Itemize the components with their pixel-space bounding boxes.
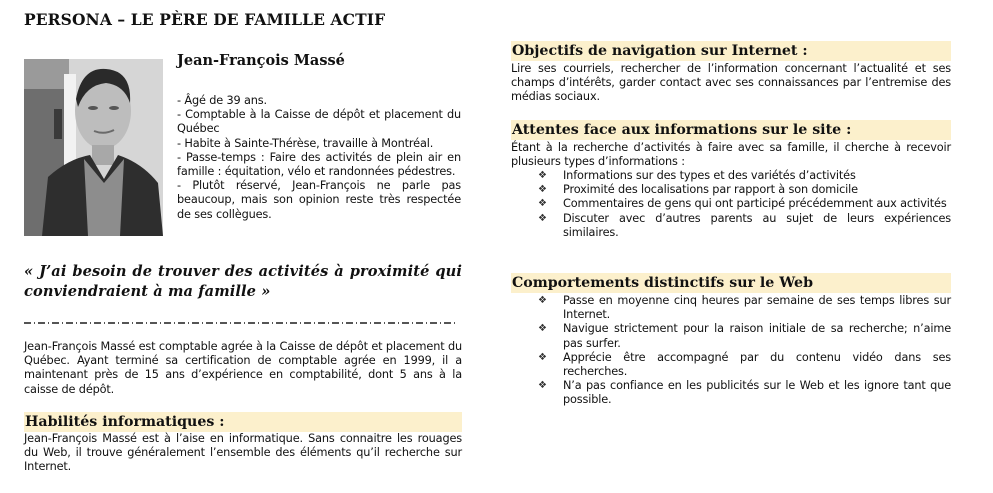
fact-hobbies: - Passe-temps : Faire des activités de plein air en famille : équitation, vélo et randonnées pédestres. xyxy=(177,150,461,179)
fact-job: - Comptable à la Caisse de dépôt et placement du Québec xyxy=(177,108,461,136)
persona-quote: « J’ai besoin de trouver des activités à proximité qui conviendraient à ma famille » xyxy=(24,263,462,300)
persona-name: Jean-François Massé xyxy=(177,52,345,69)
dashed-divider xyxy=(24,322,458,324)
diamond-bullet-icon: ❖ xyxy=(538,212,547,224)
fact-age: - Âgé de 39 ans. xyxy=(177,94,267,107)
fact-residence: - Habite à Sainte-Thérèse, travaille à Montréal. xyxy=(177,136,434,150)
section-body-goals: Lire ses courriels, rechercher de l’information concernant l’actualité et ses champs d’intérêts, garder contact avec ses connaissances par l’entremise des médias sociaux. xyxy=(511,62,951,104)
portrait-image xyxy=(24,59,163,236)
diamond-bullet-icon: ❖ xyxy=(538,170,547,181)
list-item: ❖ Proximité des localisations par rapport à son domicile xyxy=(538,183,858,197)
expectations-list xyxy=(538,169,951,240)
diamond-bullet-icon: ❖ xyxy=(538,380,547,392)
persona-facts xyxy=(177,94,461,222)
section-heading-skills: Habilités informatiques : xyxy=(24,412,462,432)
diamond-bullet-icon: ❖ xyxy=(538,351,547,363)
section-heading-behaviors: Comportements distinctifs sur le Web xyxy=(511,273,951,293)
section-heading-expectations: Attentes face aux informations sur le site : xyxy=(511,120,951,140)
diamond-bullet-icon: ❖ xyxy=(538,184,547,196)
list-item: ❖ N’a pas confiance en les publicités sur le Web et les ignore tant que possible. xyxy=(538,379,951,407)
page-title: PERSONA – LE PÈRE DE FAMILLE ACTIF xyxy=(24,10,386,29)
behaviors-list xyxy=(538,294,951,408)
section-body-skills: Jean-François Massé est à l’aise en informatique. Sans connaitre les rouages du Web, il trouve généralement l’ensemble des éléments qu’il recherche sur Internet. xyxy=(24,432,462,474)
diamond-bullet-icon: ❖ xyxy=(538,295,547,306)
section-body-expectations: Étant à la recherche d’activités à faire avec sa famille, il cherche à recevoir plusieurs types d’informations : xyxy=(511,141,951,169)
list-item: ❖ Passe en moyenne cinq heures par semaine de ses temps libres sur Internet. xyxy=(538,294,951,322)
portrait-photo xyxy=(24,59,163,236)
section-heading-goals: Objectifs de navigation sur Internet : xyxy=(511,41,951,61)
list-item: ❖ Navigue strictement pour la raison initiale de sa recherche; n’aime pas surfer. xyxy=(538,322,951,350)
list-item: ❖ Apprécie être accompagné par du contenu vidéo dans ses recherches. xyxy=(538,350,951,379)
fact-personality: - Plutôt réservé, Jean-François ne parle pas beaucoup, mais son opinion reste très respectée de ses collègues. xyxy=(177,179,461,221)
persona-bio: Jean-François Massé est comptable agrée à la Caisse de dépôt et placement du Québec. Ayant terminé sa certification de comptable agrée en 1999, il a maintenant près de 15 ans d’expérience en comptabilité, dont 5 ans à la caisse de dépôt. xyxy=(24,340,462,396)
list-item: ❖ Informations sur des types et des variétés d’activités xyxy=(538,169,856,182)
list-item: ❖ Commentaires de gens qui ont participé précédemment aux activités xyxy=(538,197,947,211)
diamond-bullet-icon: ❖ xyxy=(538,198,547,210)
diamond-bullet-icon: ❖ xyxy=(538,323,547,335)
list-item: ❖ Discuter avec d’autres parents au sujet de leurs expériences similaires. xyxy=(538,211,951,239)
